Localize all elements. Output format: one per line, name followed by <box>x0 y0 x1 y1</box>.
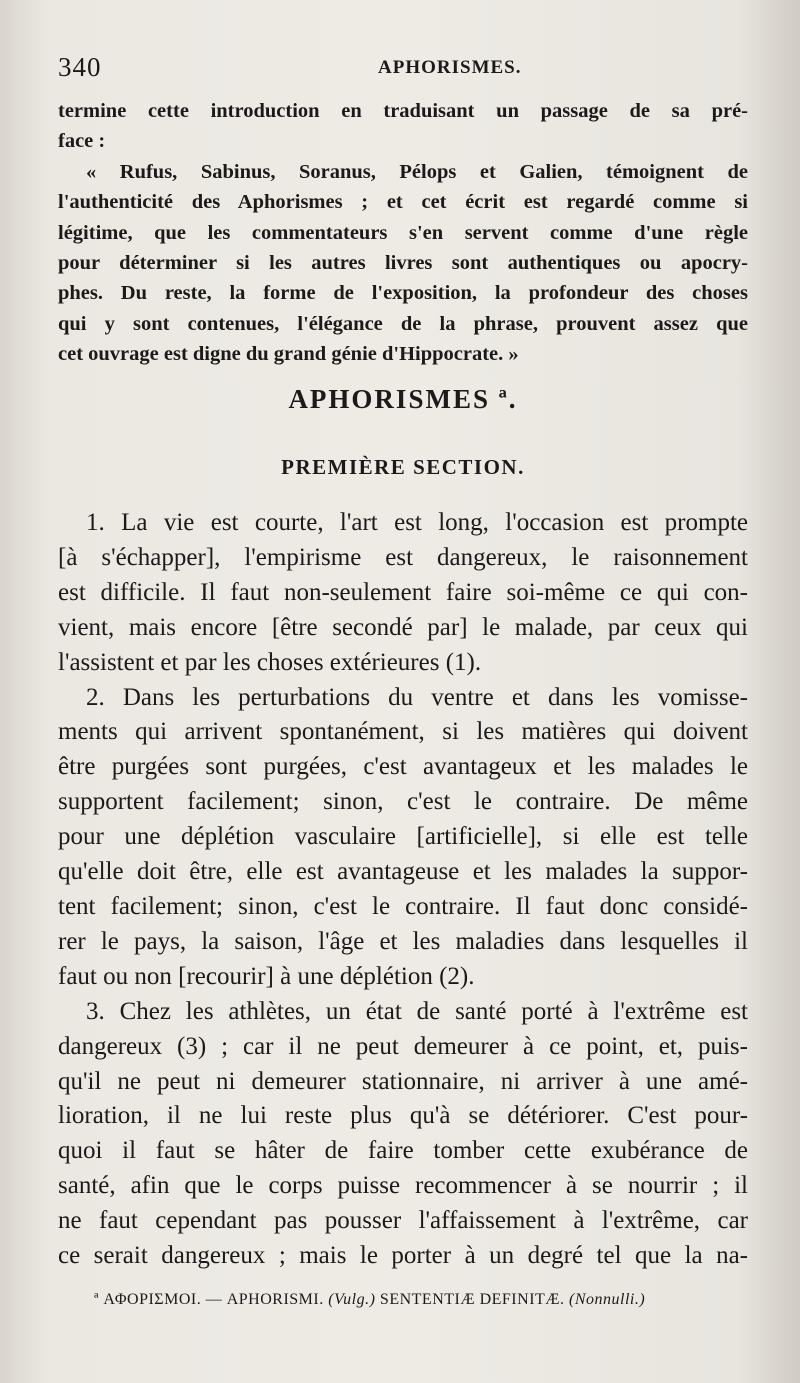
text-line: « Rufus, Sabinus, Soranus, Pélops et Galien, témoignent de <box>86 160 748 183</box>
text-line: lioration, il ne lui reste plus qu'à se détériorer. C'est pour- <box>58 1102 748 1130</box>
text-line: dangereux (3) ; car il ne peut demeurer à ce point, et, puis- <box>58 1032 748 1060</box>
text-line: vient, mais encore [être secondé par] le malade, par ceux qui <box>58 613 748 641</box>
text-line: phes. Du reste, la forme de l'exposition, la profondeur des choses <box>58 282 748 305</box>
text-line: l'authenticité des Aphorismes ; et cet écrit est regardé comme si <box>58 191 748 214</box>
text-line: 2. Dans les perturbations du ventre et dans les vomisse- <box>86 683 748 711</box>
text-line: [à s'échapper], l'empirisme est dangereux, le raisonnement <box>58 543 748 571</box>
text-line: rer le pays, la saison, l'âge et les maladies dans lesquelles il <box>58 927 748 955</box>
page-number: 340 <box>58 52 102 82</box>
text-line: qu'elle doit être, elle est avantageuse et les malades la suppor- <box>58 858 748 886</box>
text-line: 1. La vie est courte, l'art est long, l'occasion est prompte <box>86 509 748 536</box>
text-line: qui y sont contenues, l'élégance de la phrase, prouvent assez que <box>58 312 748 335</box>
text-line: cet ouvrage est digne du grand génie d'Hippocrate. » <box>58 343 519 366</box>
footnote <box>94 1291 754 1309</box>
section-subtitle: PREMIÈRE SECTION. <box>281 455 525 479</box>
text-line: 3. Chez les athlètes, un état de santé porté à l'extrême est <box>86 997 748 1025</box>
text-line: santé, afin que le corps puisse recommencer à se nourrir ; il <box>58 1172 748 1200</box>
text-line: est difficile. Il faut non-seulement faire soi-même ce qui con- <box>58 578 748 606</box>
footnote-sententiae: SENTENTIÆ DEFINITÆ. <box>379 1291 565 1308</box>
text-line: quoi il faut se hâter de faire tomber cette exubérance de <box>58 1137 748 1165</box>
text-line: qu'il ne peut ni demeurer stationnaire, ni arriver à une amé- <box>58 1067 748 1095</box>
footnote-vulg: (Vulg.) <box>328 1291 376 1308</box>
text-line: légitime, que les commentateurs s'en servent comme d'une règle <box>58 221 748 244</box>
text-line: supportent facilement; sinon, c'est le contraire. De même <box>58 788 748 816</box>
text-line: tent facilement; sinon, c'est le contraire. Il faut donc considé- <box>58 892 748 920</box>
section-title: APHORISMES ª. <box>288 384 518 414</box>
text-line: pour une déplétion vasculaire [artificielle], si elle est telle <box>58 823 748 851</box>
text-line: ce serait dangereux ; mais le porter à un degré tel que la na- <box>58 1242 748 1270</box>
text-line: l'assistent et par les choses extérieures (1). <box>58 648 482 676</box>
footnote-latin: APHORISMI. <box>226 1291 324 1308</box>
page-header <box>58 52 748 92</box>
text-line: pour déterminer si les autres livres sont authentiques ou apocry- <box>58 252 748 275</box>
text-line: faut ou non [recourir] à une déplétion (2). <box>58 962 475 990</box>
text-line: face : <box>58 130 106 153</box>
text-line: ne faut cependant pas pousser l'affaissement à l'extrême, car <box>58 1207 748 1235</box>
intro-text <box>58 96 748 370</box>
text-line: ments qui arrivent spontanément, si les matières qui doivent <box>58 718 748 746</box>
running-title: APHORISMES. <box>378 57 522 78</box>
text-line: être purgées sont purgées, c'est avantageux et les malades le <box>58 753 748 781</box>
text-line: termine cette introduction en traduisant un passage de sa pré- <box>58 100 748 122</box>
footnote-nonnulli: (Nonnulli.) <box>569 1291 646 1308</box>
footnote-greek: ΑΦΟΡΙΣΜΟΙ. — <box>103 1291 223 1308</box>
footnote-marker: ª <box>94 1291 99 1308</box>
aphorisms-text <box>58 506 748 1274</box>
